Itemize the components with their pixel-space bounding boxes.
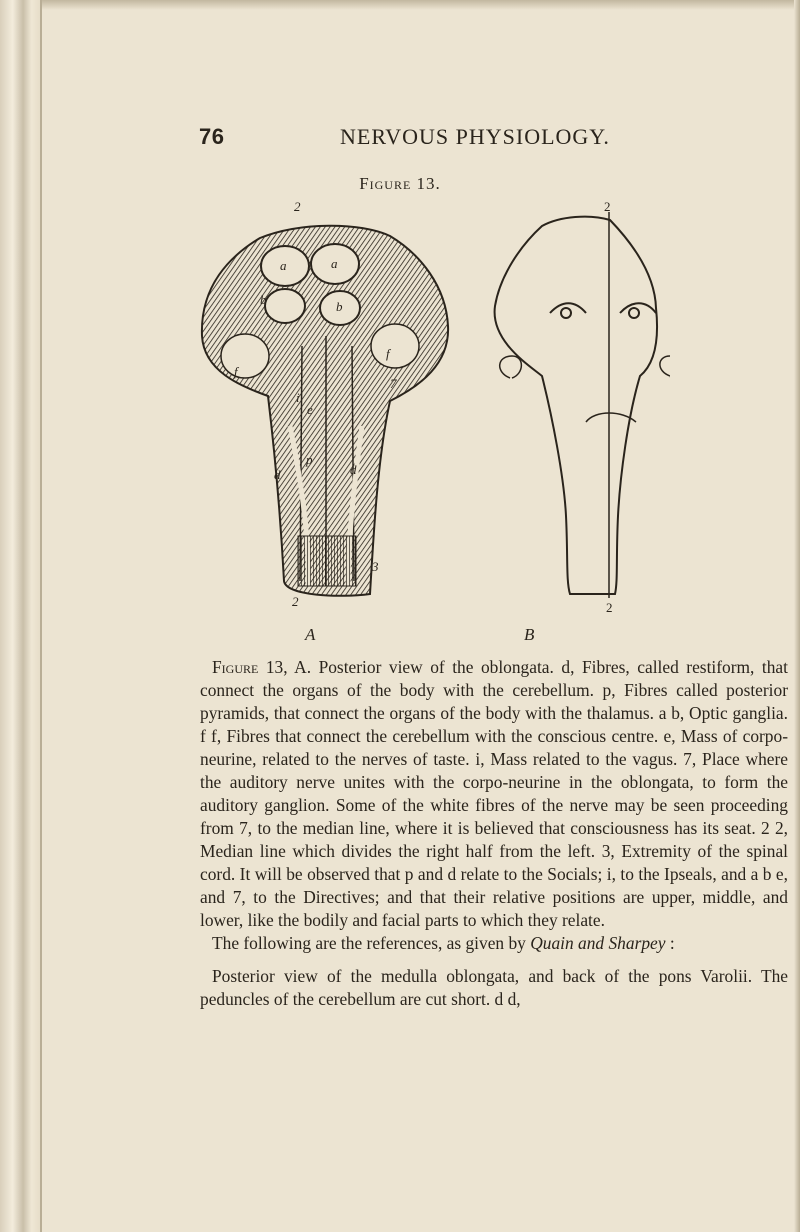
- mark-d-left: d: [274, 467, 281, 482]
- figure-illustration: [190, 196, 670, 641]
- mark-7: 7: [390, 376, 397, 391]
- mark-2-top-a: 2: [294, 199, 301, 214]
- panel-b-drawing: [495, 212, 670, 598]
- mark-i: i: [296, 390, 300, 405]
- page-header: [199, 124, 791, 158]
- caption-lead: Figure: [212, 657, 259, 677]
- page-number: 76: [199, 124, 225, 149]
- running-head: NERVOUS PHYSIOLOGY.: [340, 124, 610, 149]
- mark-2-bottom-a: 2: [292, 594, 299, 609]
- mark-3: 3: [372, 559, 379, 574]
- page-body: [200, 656, 788, 1011]
- mark-b-right: b: [336, 299, 343, 314]
- mark-2-top-b: 2: [604, 199, 611, 214]
- mark-f-left: f: [234, 364, 238, 379]
- mark-2-bottom-b: 2: [606, 600, 613, 615]
- references-intro: The following are the references, as given by Quain and Sharpey :: [212, 933, 675, 953]
- references-text: Posterior view of the medulla oblongata, and back of the pons Varolii. The peduncles of the cerebellum are cut short. d d,: [200, 966, 788, 1009]
- reference-source: Quain and Sharpey: [530, 933, 666, 953]
- figure-label: Figure 13.: [359, 174, 441, 193]
- panel-b-label: B: [524, 625, 535, 644]
- mark-d-right: d: [350, 462, 357, 477]
- panel-a-label: A: [305, 625, 316, 644]
- mark-a-right: a: [331, 256, 338, 271]
- caption-text: 13, A. Posterior view of the oblongata. d, Fibres, called restiform, that connect the organs of the body with the cerebellum. p, Fibres called posterior pyramids, that connect the organs of the body with the thalamus. a b, Optic ganglia. f f, Fibres that connect the cerebellum with the conscious centre. e, Mass of corpo-neurine, related to the nerves of taste. i, Mass related to the vagus. 7, Place where the auditory nerve unites with the corpo-neurine in the oblongata, to form the auditory ganglion. Some of the white fibres of the nerve may be seen proceeding from 7, to the median line, where it is believed that consciousness has its seat. 2 2, Median line which divides the right half from the left. 3, Extremity of the spinal cord. It will be observed that p and d relate to the Socials; i, to the Ipseals, and a b e, and 7, to the Directives; and that their relative positions are upper, middle, and lower, like the bodily and facial parts to which they relate.: [200, 657, 788, 930]
- mark-a-left: a: [280, 258, 287, 273]
- figure-caption: [200, 656, 788, 932]
- page-top-edge: [42, 0, 800, 10]
- mark-e: e: [307, 402, 313, 417]
- panel-a-drawing: [202, 226, 448, 596]
- figure-13: [190, 196, 670, 641]
- mark-b-left: b: [260, 292, 267, 307]
- mark-f-right: f: [386, 346, 390, 361]
- mark-p: p: [306, 452, 313, 467]
